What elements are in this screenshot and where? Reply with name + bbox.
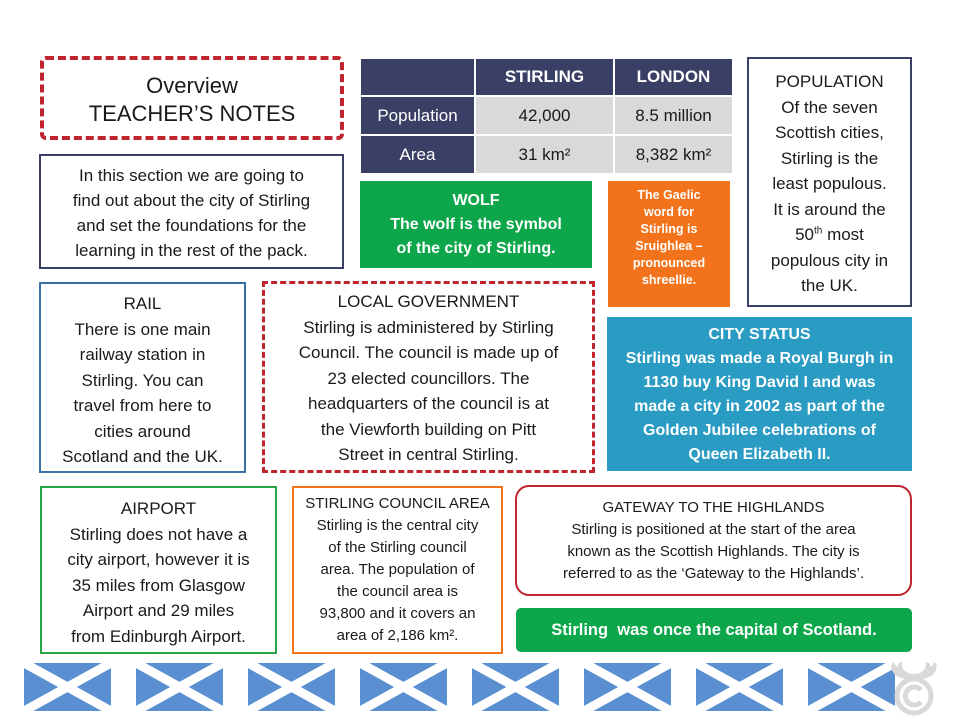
gaelic-line: Stirling is [640, 222, 698, 236]
london-population: 8.5 million [614, 96, 733, 135]
airport-line: 35 miles from Glasgow [72, 575, 245, 595]
population-rank-line [749, 222, 910, 248]
airport-line: city airport, however it is [67, 550, 250, 569]
table-header-stirling: STIRLING [475, 58, 614, 96]
intro-line: In this section we are going to [79, 166, 304, 185]
stirling-population: 42,000 [475, 96, 614, 135]
population-line: populous city in [770, 250, 889, 270]
gateway-box [515, 485, 912, 596]
intro-line: find out about the city of Stirling [72, 191, 311, 210]
intro-box [39, 154, 344, 269]
saltire-flag-icon [24, 663, 111, 711]
localgov-line: Stirling is administered by Stirling [303, 317, 554, 337]
council-title: STIRLING COUNCIL AREA [305, 495, 490, 512]
citystatus-line: Stirling was made a Royal Burgh in [625, 350, 894, 367]
wolf-box [360, 181, 592, 268]
moose-copyright-icon [884, 660, 944, 716]
airport-box [40, 486, 277, 654]
saltire-flag-icon [584, 663, 671, 711]
population-line: least populous. [772, 174, 887, 193]
overview-heading: Overview [146, 73, 238, 98]
citystatus-title: CITY STATUS [708, 326, 811, 343]
population-line: It is around the [773, 199, 886, 219]
localgov-title: LOCAL GOVERNMENT [337, 292, 520, 311]
council-line: Stirling is the central city [316, 517, 479, 534]
airport-line: from Edinburgh Airport. [71, 626, 246, 646]
gaelic-box [608, 181, 730, 307]
rail-line: travel from here to [73, 396, 212, 415]
rail-line: cities around [94, 421, 191, 441]
wolf-title: WOLF [452, 192, 500, 209]
gaelic-line: shreellie. [641, 273, 697, 287]
saltire-flag-icon [696, 663, 783, 711]
rail-box [39, 282, 246, 473]
rail-line: railway station in [79, 345, 206, 364]
population-rank-rest: most [822, 225, 864, 244]
gaelic-line: The Gaelic [637, 188, 701, 202]
table-header-row [360, 58, 733, 96]
citystatus-line: made a city in 2002 as part of the [634, 398, 885, 415]
population-line: Stirling is the [780, 148, 879, 168]
table-row [360, 135, 733, 174]
airport-line: Stirling does not have a [69, 524, 248, 544]
localgov-line: Street in central Stirling. [338, 445, 519, 464]
capital-banner [516, 608, 912, 652]
citystatus-line: Golden Jubilee celebrations of [643, 422, 876, 439]
table-header-london: LONDON [614, 58, 733, 96]
wolf-line: The wolf is the symbol [390, 216, 562, 233]
saltire-flag-icon [808, 663, 895, 711]
intro-line: and set the foundations for the [76, 216, 307, 235]
rail-line: There is one main [74, 319, 211, 339]
council-line: area. The population of [320, 561, 475, 578]
population-box [747, 57, 912, 307]
saltire-flag-strip [24, 663, 924, 711]
council-line: 93,800 and it covers an [319, 605, 476, 622]
council-line: the council area is [337, 583, 458, 600]
localgov-line: the Viewforth building on Pitt [320, 419, 537, 439]
rail-line: Scotland and the UK. [62, 447, 223, 466]
rail-line: Stirling. You can [81, 370, 204, 390]
saltire-flag-icon [248, 663, 335, 711]
table-row [360, 96, 733, 135]
capital-text: Stirling was once the capital of Scotland. [551, 621, 877, 639]
gateway-line: Stirling is positioned at the start of the area [571, 521, 856, 538]
intro-line: learning in the rest of the pack. [75, 241, 308, 260]
population-rank-number: 50 [795, 225, 814, 244]
council-line: area of 2,186 km². [336, 627, 459, 644]
gateway-title: GATEWAY TO THE HIGHLANDS [602, 499, 825, 516]
gateway-line: known as the Scottish Highlands. The city is [567, 543, 860, 560]
citystatus-line: Queen Elizabeth II. [688, 446, 831, 463]
localgov-line: 23 elected councillors. The [327, 368, 530, 388]
localgov-line: Council. The council is made up of [298, 343, 559, 362]
population-title: POPULATION [775, 72, 884, 91]
population-rank-suffix: th [814, 225, 823, 237]
population-line: Scottish cities, [775, 123, 884, 142]
gaelic-line: pronounced [632, 256, 706, 270]
comparison-table [359, 57, 734, 175]
airport-line: Airport and 29 miles [82, 601, 235, 620]
saltire-flag-icon [472, 663, 559, 711]
gateway-line: referred to as the ‘Gateway to the Highlands’. [563, 565, 864, 582]
teachers-notes-heading: TEACHER’S NOTES [88, 101, 296, 126]
moose-copyright-icon [884, 660, 944, 716]
rail-title: RAIL [123, 294, 162, 313]
population-line: Of the seven [781, 97, 878, 117]
local-government-box [262, 281, 595, 473]
saltire-flag-icon [136, 663, 223, 711]
wolf-line: of the city of Stirling. [396, 240, 556, 257]
row-label-population: Population [360, 96, 475, 135]
row-label-area: Area [360, 135, 475, 174]
gaelic-line: word for [644, 205, 694, 219]
localgov-line: headquarters of the council is at [308, 394, 549, 413]
citystatus-line: 1130 buy King David I and was [643, 374, 876, 391]
overview-title-box [40, 56, 344, 140]
airport-title: AIRPORT [120, 499, 197, 518]
stirling-area: 31 km² [475, 135, 614, 174]
london-area: 8,382 km² [614, 135, 733, 174]
city-status-box [607, 317, 912, 471]
population-line: the UK. [801, 276, 858, 295]
gaelic-line: Sruighlea – [635, 239, 703, 253]
saltire-flag-icon [360, 663, 447, 711]
table-header-blank [360, 58, 475, 96]
council-line: of the Stirling council [328, 539, 467, 556]
council-area-box [292, 486, 503, 654]
